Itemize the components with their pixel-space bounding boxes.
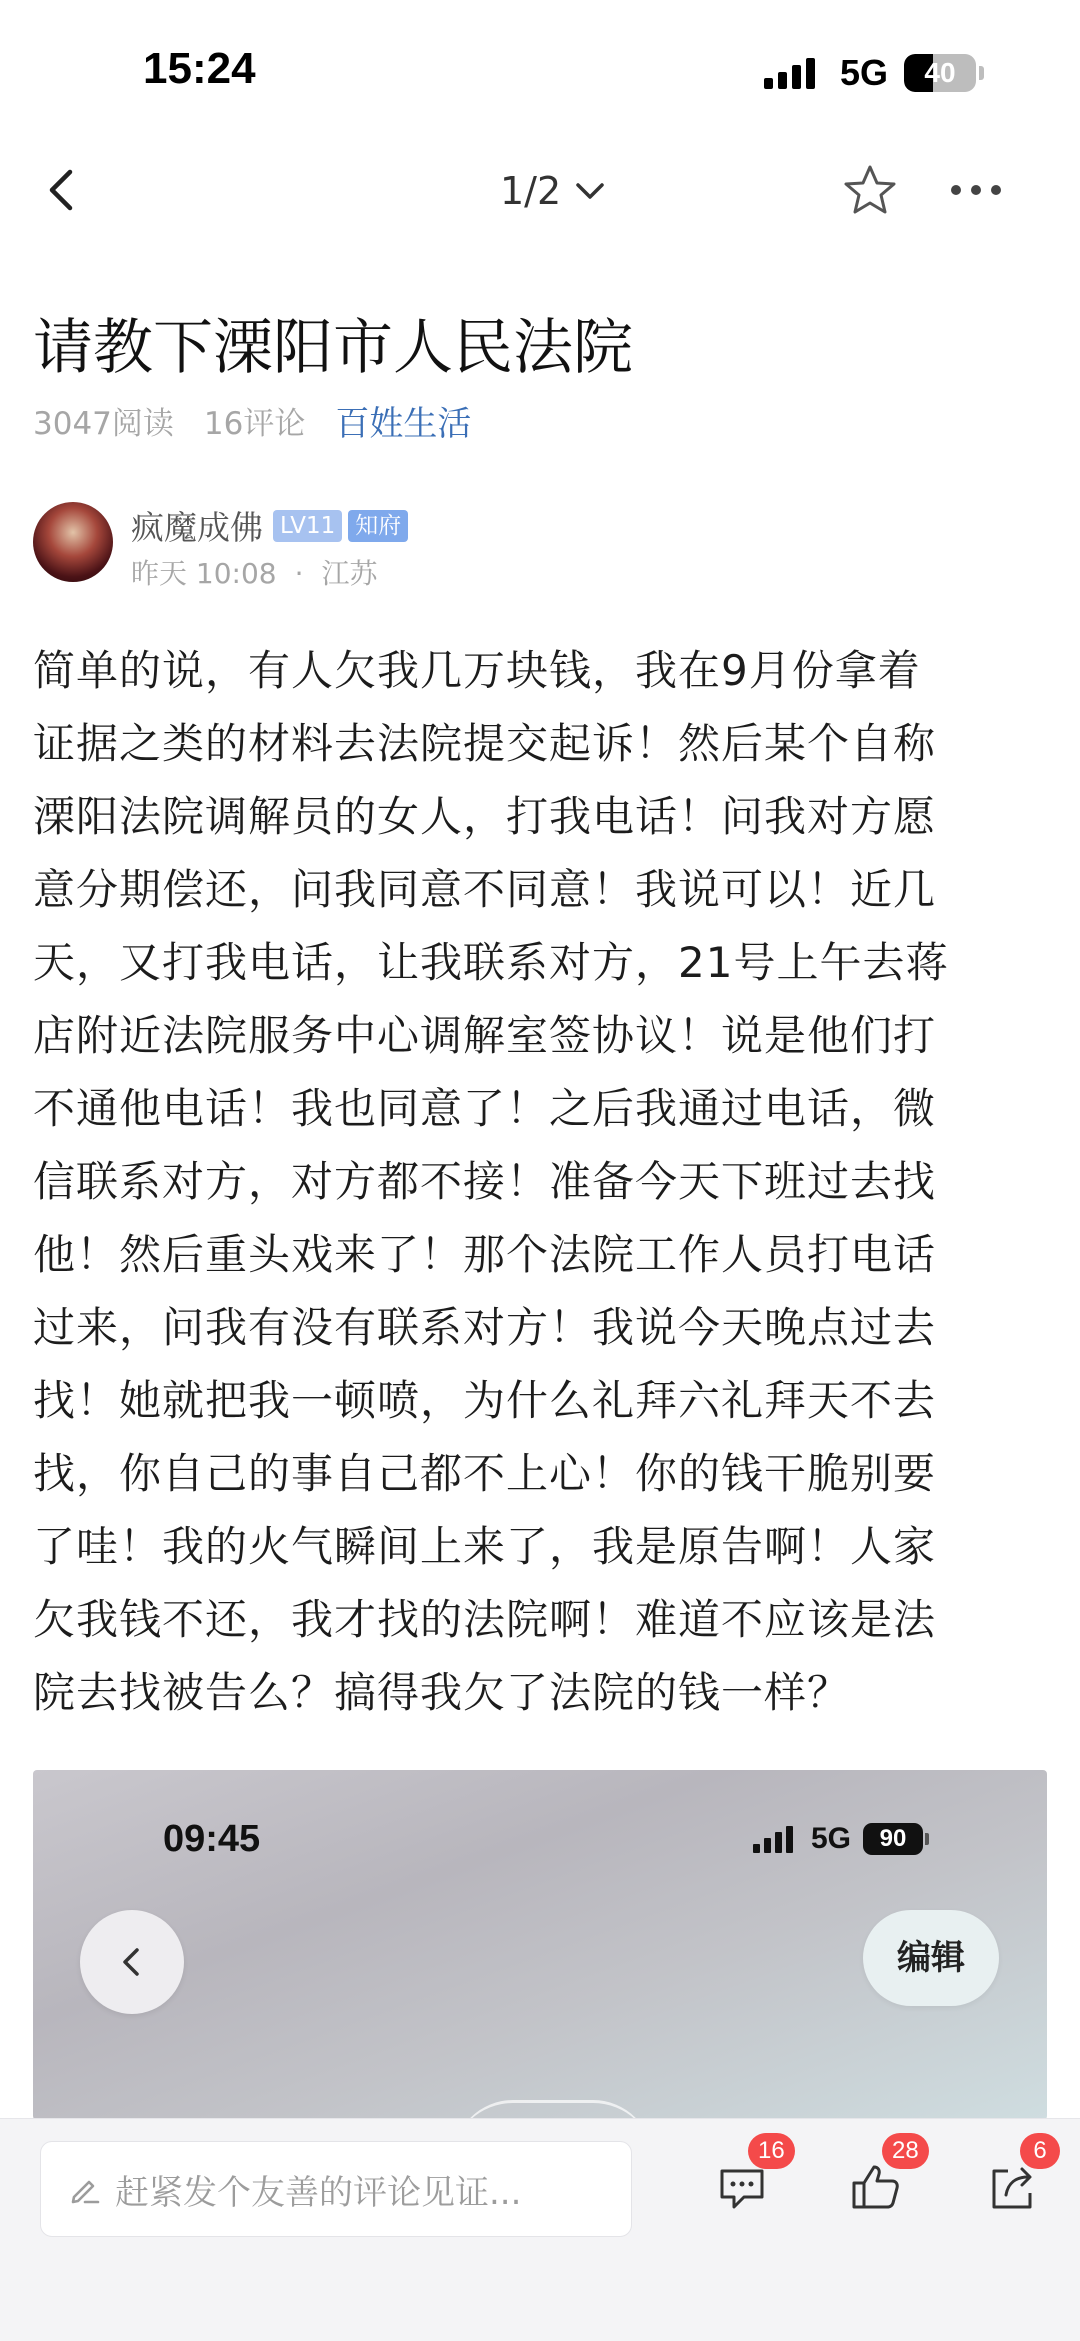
comment-count: 16评论 — [203, 406, 306, 442]
status-time: 15:24 — [143, 44, 256, 93]
embedded-status-indicators — [753, 1822, 929, 1856]
share-count-badge: 6 — [1020, 2133, 1060, 2169]
post-body-line: 证据之类的材料去法院提交起诉！然后某个自称 — [33, 719, 937, 768]
comment-input[interactable] — [40, 2141, 632, 2237]
battery-icon — [904, 54, 976, 92]
back-button[interactable] — [36, 162, 92, 218]
embedded-status-time: 09:45 — [163, 1818, 261, 1860]
comments-count-badge: 16 — [748, 2133, 795, 2169]
author-name[interactable]: 疯魔成佛 — [131, 508, 263, 547]
embedded-network-type: 5G — [811, 1822, 852, 1855]
pencil-icon — [67, 2171, 103, 2207]
embedded-back-button — [80, 1910, 184, 2014]
comment-placeholder: 赶紧发个友善的评论见证... — [115, 2172, 522, 2213]
post-body-line: 找！她就把我一顿喷，为什么礼拜六礼拜天不去 — [33, 1376, 937, 1425]
embedded-decoration — [453, 2100, 653, 2120]
author-subline — [131, 552, 378, 592]
post-body-line: 简单的说，有人欠我几万块钱，我在9月份拿着 — [33, 646, 921, 695]
like-button[interactable] — [846, 2137, 919, 2217]
back-icon — [36, 162, 92, 218]
post-body-line: 欠我钱不还，我才找的法院啊！难道不应该是法 — [33, 1595, 937, 1644]
post-body-line: 信联系对方，对方都不接！准备今天下班过去找 — [33, 1157, 937, 1206]
post-body-line: 意分期偿还，问我同意不同意！我说可以！近几 — [33, 865, 937, 914]
rank-badge: 知府 — [348, 510, 408, 542]
post-body-line: 不通他电话！我也同意了！之后我通过电话，微 — [33, 1084, 937, 1133]
post-body-line: 了哇！我的火气瞬间上来了，我是原告啊！人家 — [33, 1522, 937, 1571]
post-body-line: 过来，问我有没有联系对方！我说今天晚点过去 — [33, 1303, 937, 1352]
more-icon — [946, 162, 1006, 218]
share-button[interactable] — [984, 2137, 1047, 2217]
level-badge: LV11 — [273, 510, 342, 542]
author-name-row — [131, 502, 414, 549]
post-time: 昨天 10:08 — [131, 557, 277, 590]
post-body-line: 天，又打我电话，让我联系对方，21号上午去蒋 — [33, 938, 949, 987]
page-indicator-text: 1/2 — [500, 169, 562, 213]
post-body-line: 溧阳法院调解员的女人，打我电话！问我对方愿 — [33, 792, 937, 841]
cellular-signal-icon — [764, 57, 820, 89]
post-body-line: 他！然后重头戏来了！那个法院工作人员打电话 — [33, 1230, 937, 1279]
category-link[interactable]: 百姓生活 — [335, 404, 472, 444]
post-title: 请教下溧阳市人民法院 — [33, 313, 633, 383]
battery-level: 40 — [924, 57, 956, 88]
nav-bar — [0, 140, 1080, 240]
avatar[interactable] — [33, 502, 113, 582]
post-body-line: 院去找被告么？搞得我欠了法院的钱一样？ — [33, 1668, 851, 1717]
separator-dot: · — [294, 557, 304, 590]
star-icon — [840, 162, 900, 218]
status-bar — [0, 0, 1080, 140]
post-body-line: 找，你自己的事自己都不上心！你的钱干脆别要 — [33, 1449, 937, 1498]
post-body-line: 店附近法院服务中心调解室签协议！说是他们打 — [33, 1011, 937, 1060]
post-body — [33, 634, 1051, 1729]
embedded-signal-icon — [753, 1825, 797, 1853]
chevron-down-icon — [575, 181, 605, 201]
network-type: 5G — [839, 52, 888, 93]
comments-button[interactable] — [712, 2137, 785, 2217]
post-location: 江苏 — [321, 557, 378, 590]
page-indicator[interactable] — [500, 166, 605, 216]
favorite-button[interactable] — [840, 162, 900, 218]
post-image[interactable] — [33, 1770, 1047, 2120]
embedded-battery-icon: 90 — [863, 1823, 923, 1855]
read-count: 3047阅读 — [33, 406, 174, 442]
battery-nub — [979, 66, 984, 80]
bottom-bar — [0, 2118, 1080, 2341]
author-info — [33, 500, 1033, 590]
status-indicators — [764, 50, 984, 96]
embedded-edit-button: 编辑 — [863, 1910, 999, 2006]
post-meta — [33, 396, 501, 445]
like-count-badge: 28 — [882, 2133, 929, 2169]
more-button[interactable] — [946, 162, 1006, 218]
embedded-back-icon — [112, 1942, 152, 1982]
embedded-battery-nub — [925, 1833, 929, 1845]
